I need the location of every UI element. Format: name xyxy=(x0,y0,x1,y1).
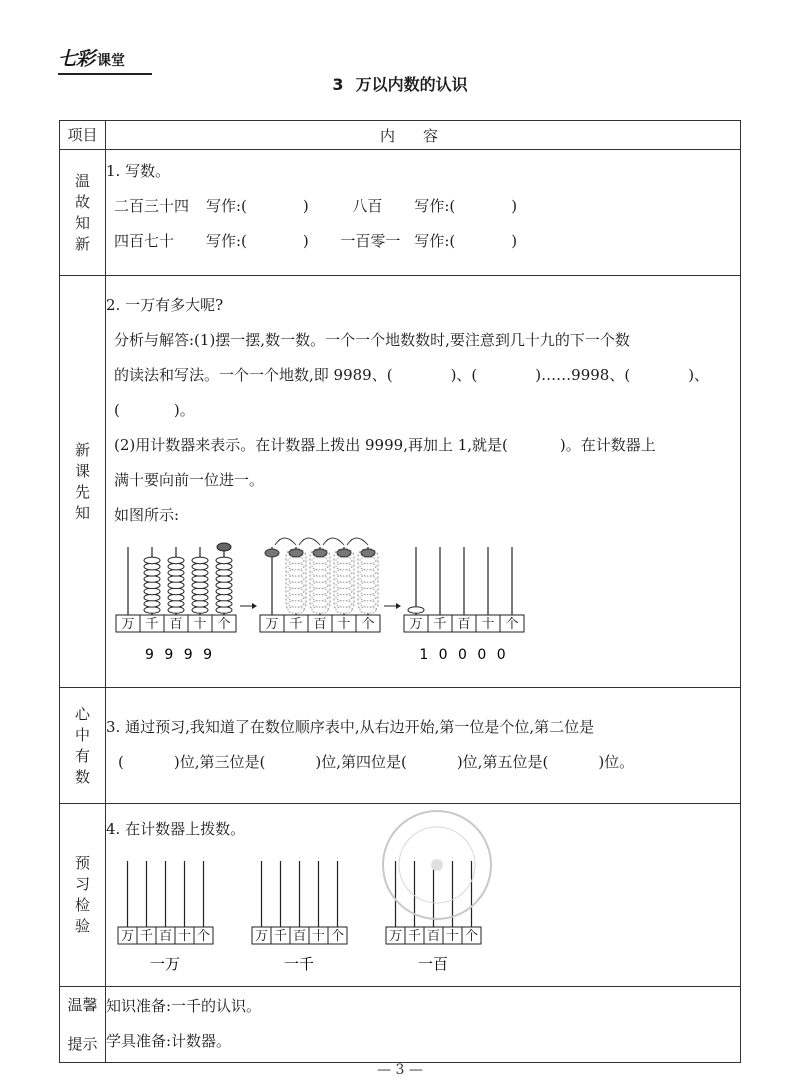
section-label-summary: 心 中 有 数 xyxy=(60,688,106,804)
faded-bead xyxy=(360,607,376,614)
q2-heading: 2. 一万有多大呢? xyxy=(106,296,224,314)
q2-line-2: 的读法和写法。一个一个地数,即 9989、( )、( )……9998、( )、 xyxy=(114,366,710,384)
number-after: 1 0 0 0 0 xyxy=(419,647,509,663)
place-label: 百 xyxy=(169,617,183,632)
tips-label-top: 温馨 xyxy=(67,995,98,1014)
abacus-bead xyxy=(144,563,160,570)
abacus-bead xyxy=(216,588,232,595)
q1-row-1: 二百三十四 写作:( ) 八百 写作:( ) xyxy=(114,197,518,215)
tips-label-bottom: 提示 xyxy=(67,1034,98,1053)
abacus-caption: 一百 xyxy=(417,955,449,973)
q2-line-6: 如图所示: xyxy=(114,506,180,524)
place-label: 千 xyxy=(273,929,288,944)
q1-heading: 1. 写数。 xyxy=(106,162,171,180)
q4-heading: 4. 在计数器上拨数。 xyxy=(106,820,246,838)
q3-line-1: 3. 通过预习,我知道了在数位顺序表中,从右边开始,第一位是个位,第二位是 xyxy=(106,718,595,736)
lesson-table xyxy=(59,120,741,1063)
place-label: 万 xyxy=(254,929,269,944)
abacus-caption: 一万 xyxy=(149,955,181,973)
abacus xyxy=(386,861,481,944)
abacus-bead xyxy=(216,601,232,608)
place-label: 个 xyxy=(361,617,375,632)
abacus-bead xyxy=(144,576,160,583)
q3-line-2: ( )位,第三位是( )位,第四位是( )位,第五位是( )位。 xyxy=(118,753,635,771)
faded-bead xyxy=(360,563,376,570)
section-tips xyxy=(60,987,741,1063)
q2-line-5: 满十要向前一位进一。 xyxy=(114,471,265,489)
faded-bead xyxy=(288,588,304,595)
lesson-title: 万以内数的认识 xyxy=(355,75,468,94)
abacus-bead xyxy=(168,588,184,595)
faded-bead xyxy=(312,582,328,589)
section-content-check xyxy=(106,804,741,987)
place-label: 个 xyxy=(196,929,211,944)
faded-bead xyxy=(336,557,352,564)
table-header-row xyxy=(60,121,741,150)
faded-bead xyxy=(312,594,328,601)
place-label: 百 xyxy=(158,929,173,944)
abacus-bead xyxy=(144,594,160,601)
lesson-number: 3 xyxy=(332,75,344,94)
place-label: 千 xyxy=(407,929,422,944)
carry-bead xyxy=(361,549,375,557)
faded-bead xyxy=(360,582,376,589)
place-label: 千 xyxy=(139,929,154,944)
section-summary xyxy=(60,688,741,804)
abacus xyxy=(116,547,236,632)
faded-bead xyxy=(312,576,328,583)
place-label: 十 xyxy=(193,617,207,632)
abacus xyxy=(118,861,213,944)
q2-abacus-figure xyxy=(112,535,532,667)
tips-line-1: 知识准备:一千的认识。 xyxy=(106,997,262,1015)
abacus-bead xyxy=(168,601,184,608)
section-review xyxy=(60,150,741,276)
place-label: 百 xyxy=(426,929,441,944)
carry-bead xyxy=(265,549,279,557)
section-content-preview xyxy=(106,276,741,688)
brand-main: 七彩 xyxy=(58,48,95,70)
added-bead xyxy=(217,543,231,551)
abacus-bead xyxy=(192,557,208,564)
section-content-summary xyxy=(106,688,741,804)
abacus-bead xyxy=(168,582,184,589)
abacus-bead xyxy=(216,570,232,577)
abacus-bead xyxy=(192,594,208,601)
faded-bead xyxy=(360,557,376,564)
place-label: 十 xyxy=(311,929,326,944)
faded-bead xyxy=(288,570,304,577)
abacus-bead xyxy=(216,594,232,601)
abacus-bead xyxy=(408,607,424,614)
faded-bead xyxy=(336,563,352,570)
carry-arrow xyxy=(323,538,344,545)
faded-bead xyxy=(360,576,376,583)
place-label: 个 xyxy=(330,929,345,944)
tips-line-2: 学具准备:计数器。 xyxy=(106,1032,232,1050)
arrow-head xyxy=(252,603,257,609)
place-label: 千 xyxy=(289,617,303,632)
abacus-bead xyxy=(216,557,232,564)
faded-bead xyxy=(312,588,328,595)
faded-bead xyxy=(336,607,352,614)
abacus-bead xyxy=(168,594,184,601)
faded-bead xyxy=(288,582,304,589)
abacus-bead xyxy=(192,576,208,583)
abacus-bead xyxy=(168,576,184,583)
abacus-bead xyxy=(144,601,160,608)
abacus-bead xyxy=(144,557,160,564)
faded-bead xyxy=(336,588,352,595)
number-before: 9 9 9 9 xyxy=(145,647,215,663)
section-label-review: 温 故 知 新 xyxy=(60,150,106,276)
abacus xyxy=(252,861,347,944)
carry-bead xyxy=(337,549,351,557)
faded-bead xyxy=(336,601,352,608)
place-label: 千 xyxy=(433,617,447,632)
faded-bead xyxy=(336,582,352,589)
section-check xyxy=(60,804,741,987)
place-label: 万 xyxy=(409,617,423,632)
abacus-caption: 一千 xyxy=(283,955,315,973)
abacus-bead xyxy=(168,563,184,570)
place-label: 万 xyxy=(265,617,279,632)
faded-bead xyxy=(288,563,304,570)
faded-bead xyxy=(336,570,352,577)
q4-abacus-figure xyxy=(110,847,530,977)
faded-bead xyxy=(360,601,376,608)
place-label: 万 xyxy=(388,929,403,944)
q2-line-3: ( )。 xyxy=(114,401,195,419)
section-preview xyxy=(60,276,741,688)
faded-bead xyxy=(312,563,328,570)
section-label-preview: 新 课 先 知 xyxy=(60,276,106,688)
abacus-bead xyxy=(144,582,160,589)
faded-bead xyxy=(312,570,328,577)
carry-arrow xyxy=(347,538,368,545)
page-title xyxy=(0,72,800,95)
abacus-bead xyxy=(168,570,184,577)
faded-bead xyxy=(360,594,376,601)
place-label: 十 xyxy=(177,929,192,944)
place-label: 百 xyxy=(457,617,471,632)
faded-bead xyxy=(312,601,328,608)
place-label: 万 xyxy=(120,929,135,944)
faded-bead xyxy=(288,576,304,583)
faded-bead xyxy=(312,607,328,614)
abacus-bead xyxy=(192,588,208,595)
carry-arrow xyxy=(299,538,320,545)
abacus-bead xyxy=(144,570,160,577)
arrow-head xyxy=(396,603,401,609)
col-content-header: 内容 xyxy=(106,121,741,150)
faded-bead xyxy=(288,557,304,564)
section-content-tips xyxy=(106,987,741,1063)
faded-bead xyxy=(336,576,352,583)
abacus-bead xyxy=(216,563,232,570)
abacus-bead xyxy=(192,582,208,589)
place-label: 千 xyxy=(145,617,159,632)
abacus-bead xyxy=(192,601,208,608)
section-label-tips xyxy=(60,987,106,1063)
place-label: 个 xyxy=(505,617,519,632)
abacus-bead xyxy=(216,576,232,583)
place-label: 十 xyxy=(337,617,351,632)
faded-bead xyxy=(312,557,328,564)
place-label: 百 xyxy=(313,617,327,632)
col-item-header: 项目 xyxy=(60,121,106,150)
abacus-bead xyxy=(168,607,184,614)
place-label: 百 xyxy=(292,929,307,944)
faded-bead xyxy=(360,588,376,595)
abacus-bead xyxy=(192,607,208,614)
abacus-bead xyxy=(192,570,208,577)
abacus-bead xyxy=(192,563,208,570)
carry-bead xyxy=(289,549,303,557)
faded-bead xyxy=(288,601,304,608)
abacus-bead xyxy=(144,588,160,595)
place-label: 个 xyxy=(464,929,479,944)
brand-sub: 课堂 xyxy=(97,53,126,69)
carry-bead xyxy=(313,549,327,557)
place-label: 个 xyxy=(217,617,231,632)
carry-arrow xyxy=(275,538,296,545)
abacus-bead xyxy=(168,557,184,564)
section-label-check: 预 习 检 验 xyxy=(60,804,106,987)
abacus-bead xyxy=(144,607,160,614)
q2-line-4: (2)用计数器来表示。在计数器上拨出 9999,再加上 1,就是( )。在计数器上 xyxy=(114,436,656,454)
place-label: 万 xyxy=(121,617,135,632)
faded-bead xyxy=(360,570,376,577)
place-label: 十 xyxy=(481,617,495,632)
page-number: — 3 — xyxy=(377,1062,423,1078)
abacus-bead xyxy=(216,607,232,614)
faded-bead xyxy=(288,607,304,614)
q2-line-1: 分析与解答:(1)摆一摆,数一数。一个一个地数数时,要注意到几十九的下一个数 xyxy=(114,331,630,349)
place-label: 十 xyxy=(445,929,460,944)
faded-bead xyxy=(288,594,304,601)
section-content-review xyxy=(106,150,741,276)
q1-row-2: 四百七十 写作:( ) 一百零一 写作:( ) xyxy=(114,232,518,250)
brand-logo xyxy=(58,44,152,75)
faded-bead xyxy=(336,594,352,601)
abacus xyxy=(404,547,524,632)
abacus-bead xyxy=(216,582,232,589)
